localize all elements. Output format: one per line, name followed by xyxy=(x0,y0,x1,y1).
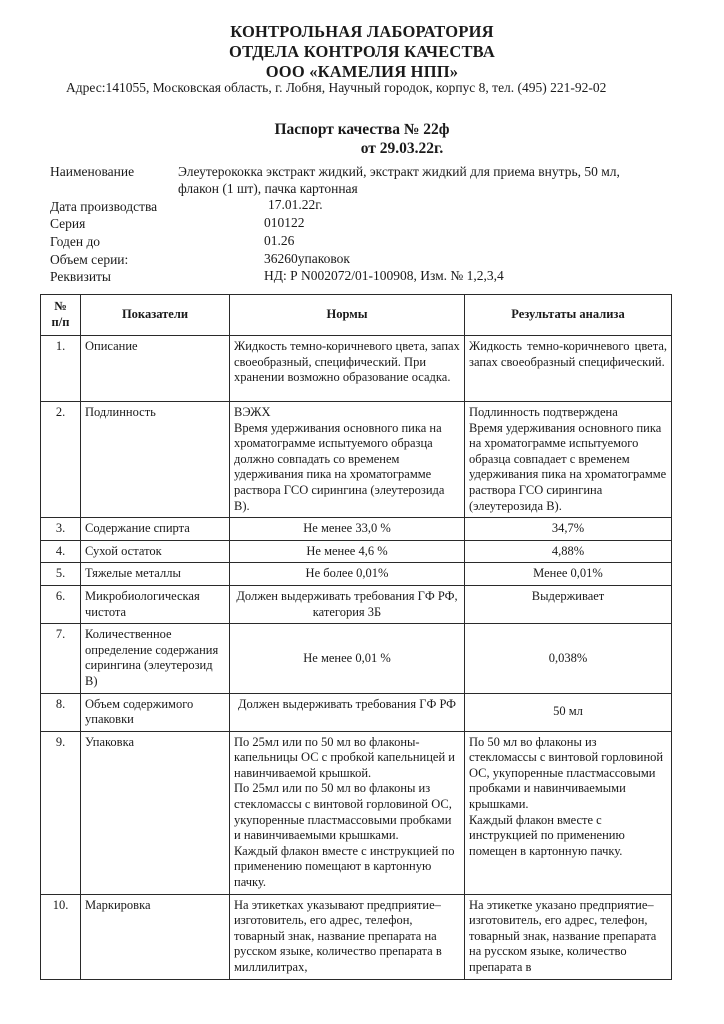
row-num: 4. xyxy=(41,540,81,563)
row-result: По 50 мл во флаконы из стекломассы с винтовой горловиной ОС, укупоренные пластмассовыми пробками и навинчиваемыми крышками. Каждый флакон вместе с инструкцией по применению помещен в картонную пачку. xyxy=(465,731,672,894)
company-name: ООО «КАМЕЛИЯ НПП» xyxy=(265,62,459,81)
row-indicator: Объем содержимого упаковки xyxy=(81,693,230,731)
row-indicator: Микробиологическая чистота xyxy=(81,585,230,623)
row-norm: Должен выдерживать требования ГФ РФ, категория 3Б xyxy=(230,585,465,623)
expiry-label: Годен до xyxy=(50,234,101,249)
row-norm: Не более 0,01% xyxy=(230,563,465,586)
expiry-value: 01.26 xyxy=(264,233,295,248)
row-norm: На этикетках указывают предприятие–изготовитель, его адрес, телефон, товарный знак, название препарата на русском языке, количество препарата в миллилитрах, xyxy=(230,894,465,979)
row-indicator: Тяжелые металлы xyxy=(81,563,230,586)
table-header-row xyxy=(41,295,672,336)
requisites-label: Реквизиты xyxy=(50,269,112,284)
row-num: 10. xyxy=(41,894,81,979)
row-num: 3. xyxy=(41,518,81,541)
row-indicator: Упаковка xyxy=(81,731,230,894)
production-date-label: Дата производства xyxy=(50,199,158,214)
row-result: Менее 0,01% xyxy=(465,563,672,586)
row-result: Выдерживает xyxy=(465,585,672,623)
table-row xyxy=(41,624,672,693)
row-num: 6. xyxy=(41,585,81,623)
series-label: Серия xyxy=(50,216,86,231)
production-date-value: 17.01.22г. xyxy=(268,197,323,212)
table-row xyxy=(41,731,672,894)
name-value-line-2: флакон (1 шт), пачка картонная xyxy=(178,181,358,196)
row-result: На этикетке указано предприятие–изготовитель, его адрес, телефон, товарный знак, название препарата на русском языке, количество препарата в xyxy=(465,894,672,979)
table-row xyxy=(41,518,672,541)
passport-title: Паспорт качества № 22ф xyxy=(274,121,450,138)
lab-title-line-1: КОНТРОЛЬНАЯ ЛАБОРАТОРИЯ xyxy=(230,22,494,41)
col-header-indicator: Показатели xyxy=(81,295,230,336)
table-row xyxy=(41,402,672,518)
series-value: 010122 xyxy=(264,215,305,230)
quality-table xyxy=(40,294,672,980)
row-num: 8. xyxy=(41,693,81,731)
row-num: 9. xyxy=(41,731,81,894)
row-norm: Не менее 0,01 % xyxy=(230,624,465,693)
row-result: 50 мл xyxy=(465,693,672,731)
row-norm: Не менее 33,0 % xyxy=(230,518,465,541)
table-row xyxy=(41,336,672,402)
passport-date: от 29.03.22г. xyxy=(360,140,444,157)
row-result: Жидкость темно-коричневого цвета, запах своеобразный специфический. xyxy=(465,336,672,402)
row-num: 5. xyxy=(41,563,81,586)
row-norm: Не менее 4,6 % xyxy=(230,540,465,563)
row-result: 4,88% xyxy=(465,540,672,563)
batch-volume-value: 36260упаковок xyxy=(264,251,350,266)
table-row xyxy=(41,894,672,979)
table-row xyxy=(41,585,672,623)
row-indicator: Маркировка xyxy=(81,894,230,979)
row-norm: Жидкость темно-коричневого цвета, запах своеобразный, специфический. При хранении возможно образование осадка. xyxy=(230,336,465,402)
table-row xyxy=(41,540,672,563)
row-result: 0,038% xyxy=(465,624,672,693)
row-indicator: Содержание спирта xyxy=(81,518,230,541)
row-indicator: Сухой остаток xyxy=(81,540,230,563)
requisites-value: НД: Р N002072/01-100908, Изм. № 1,2,3,4 xyxy=(264,268,504,283)
row-num: 7. xyxy=(41,624,81,693)
batch-volume-label: Объем серии: xyxy=(50,252,129,267)
table-row xyxy=(41,693,672,731)
col-header-norm: Нормы xyxy=(230,295,465,336)
name-label: Наименование xyxy=(50,164,135,179)
row-result: Подлинность подтверждена Время удерживания основного пика на хроматограмме испытуемого образца совпадает с временем удерживания пика на хроматограмме раствора ГСО сирингина (элеутерозида В). xyxy=(465,402,672,518)
table-row xyxy=(41,563,672,586)
row-norm: Должен выдерживать требования ГФ РФ xyxy=(230,693,465,731)
col-header-result: Результаты анализа xyxy=(465,295,672,336)
row-result: 34,7% xyxy=(465,518,672,541)
row-indicator: Количественное определение содержания сирингина (элеутерозид В) xyxy=(81,624,230,693)
name-value-line-1: Элеутерококка экстракт жидкий, экстракт жидкий для приема внутрь, 50 мл, xyxy=(178,164,620,179)
row-num: 2. xyxy=(41,402,81,518)
row-indicator: Описание xyxy=(81,336,230,402)
row-norm: По 25мл или по 50 мл во флаконы-капельницы ОС с пробкой капельницей и навинчиваемой крышкой. По 25мл или по 50 мл во флаконы из стекломассы с винтовой горловиной ОС, укупоренные пластмассовыми пробками и навинчиваемыми крышками. Каждый флакон вместе с инструкцией по применению помещают в картонную пачку. xyxy=(230,731,465,894)
row-indicator: Подлинность xyxy=(81,402,230,518)
row-num: 1. xyxy=(41,336,81,402)
row-norm: ВЭЖХ Время удерживания основного пика на хроматограмме испытуемого образца должно совпадать со временем удерживания пика на хроматограмме раствора ГСО сирингина (элеутерозида В). xyxy=(230,402,465,518)
company-address: Адрес:141055, Московская область, г. Лобня, Научный городок, корпус 8, тел. (495) 221-92-02 xyxy=(66,80,607,95)
lab-title-line-2: ОТДЕЛА КОНТРОЛЯ КАЧЕСТВА xyxy=(229,42,495,61)
col-header-num: № п/п xyxy=(41,295,81,336)
